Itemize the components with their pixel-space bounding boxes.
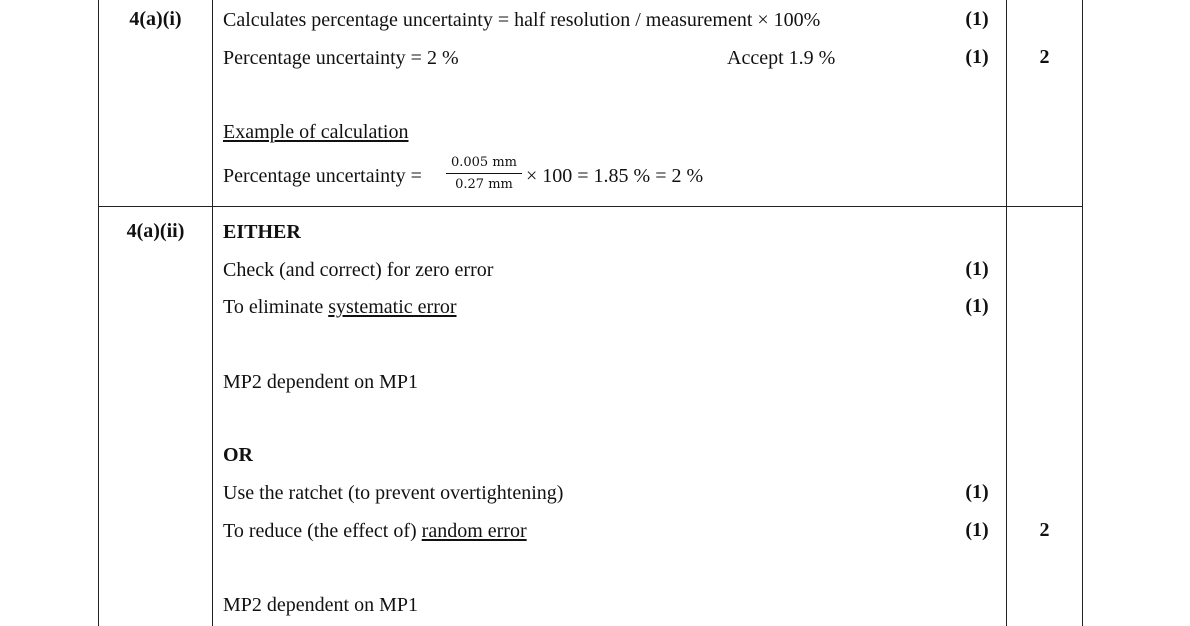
total-marks: 2 bbox=[1039, 46, 1050, 68]
fraction-denominator: 0.27 mm bbox=[455, 177, 513, 192]
mark-value: (1) bbox=[965, 8, 989, 30]
answer-text: To reduce (the effect of) bbox=[223, 520, 422, 542]
row-divider bbox=[98, 206, 1083, 207]
mark-value: (1) bbox=[965, 295, 989, 317]
mark-value: (1) bbox=[965, 519, 989, 541]
total-marks: 2 bbox=[1039, 519, 1050, 541]
question-number: 4(a)(ii) bbox=[126, 220, 185, 242]
mark-value: (1) bbox=[965, 481, 989, 503]
table-border-right bbox=[1082, 0, 1083, 626]
answer-line: Check (and correct) for zero error bbox=[223, 259, 494, 281]
fraction-numerator: 0.005 mm bbox=[450, 155, 517, 170]
column-divider-question bbox=[212, 0, 213, 626]
answer-line: Percentage uncertainty = 2 % bbox=[223, 47, 459, 69]
fraction-bar bbox=[446, 173, 522, 174]
table-border-left bbox=[98, 0, 99, 626]
key-term: random error bbox=[421, 520, 527, 542]
answer-line bbox=[223, 519, 527, 543]
fraction bbox=[446, 154, 522, 194]
answer-line: Calculates percentage uncertainty = half resolution / measurement × 100% bbox=[223, 9, 821, 31]
key-term: systematic error bbox=[328, 296, 457, 318]
answer-line: Use the ratchet (to prevent overtightening) bbox=[223, 482, 564, 504]
example-suffix: × 100 = 1.85 % = 2 % bbox=[526, 165, 704, 187]
answer-text: To eliminate bbox=[223, 296, 329, 318]
dependency-note: MP2 dependent on MP1 bbox=[223, 594, 418, 616]
or-label: OR bbox=[223, 444, 253, 466]
mark-value: (1) bbox=[965, 46, 989, 68]
answer-line bbox=[223, 295, 457, 319]
example-heading: Example of calculation bbox=[223, 121, 409, 143]
question-number: 4(a)(i) bbox=[129, 8, 182, 30]
either-label: EITHER bbox=[223, 221, 301, 243]
mark-value: (1) bbox=[965, 258, 989, 280]
example-prefix: Percentage uncertainty = bbox=[223, 165, 422, 187]
accept-note: Accept 1.9 % bbox=[727, 47, 836, 69]
dependency-note: MP2 dependent on MP1 bbox=[223, 371, 418, 393]
